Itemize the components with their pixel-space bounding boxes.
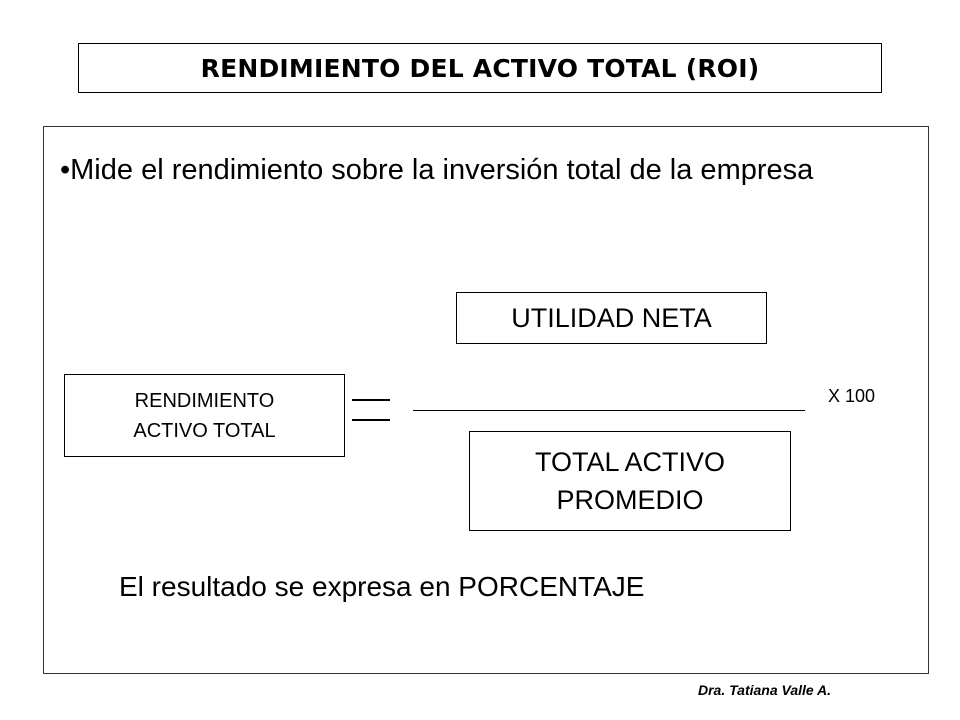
fraction-line — [413, 410, 805, 411]
result-note: El resultado se expresa en PORCENTAJE — [119, 571, 645, 602]
numerator-box — [456, 292, 767, 344]
slide-title: RENDIMIENTO DEL ACTIVO TOTAL (ROI) — [200, 53, 760, 83]
denominator-label-line1: TOTAL ACTIVO — [534, 447, 726, 477]
author-credit: Dra. Tatiana Valle A. — [698, 682, 832, 698]
denominator-box — [469, 431, 791, 531]
lhs-box — [64, 374, 345, 457]
lhs-label-line2: ACTIVO TOTAL — [133, 419, 276, 442]
title-box — [78, 43, 882, 93]
lhs-label-line1: RENDIMIENTO — [134, 389, 275, 412]
bullet-point: •Mide el rendimiento sobre la inversión total de la empresa — [60, 154, 814, 186]
multiplier-label: X 100 — [828, 386, 876, 406]
denominator-label-line2: PROMEDIO — [556, 485, 704, 515]
equals-sign — [352, 395, 390, 425]
numerator-label: UTILIDAD NETA — [511, 302, 712, 333]
